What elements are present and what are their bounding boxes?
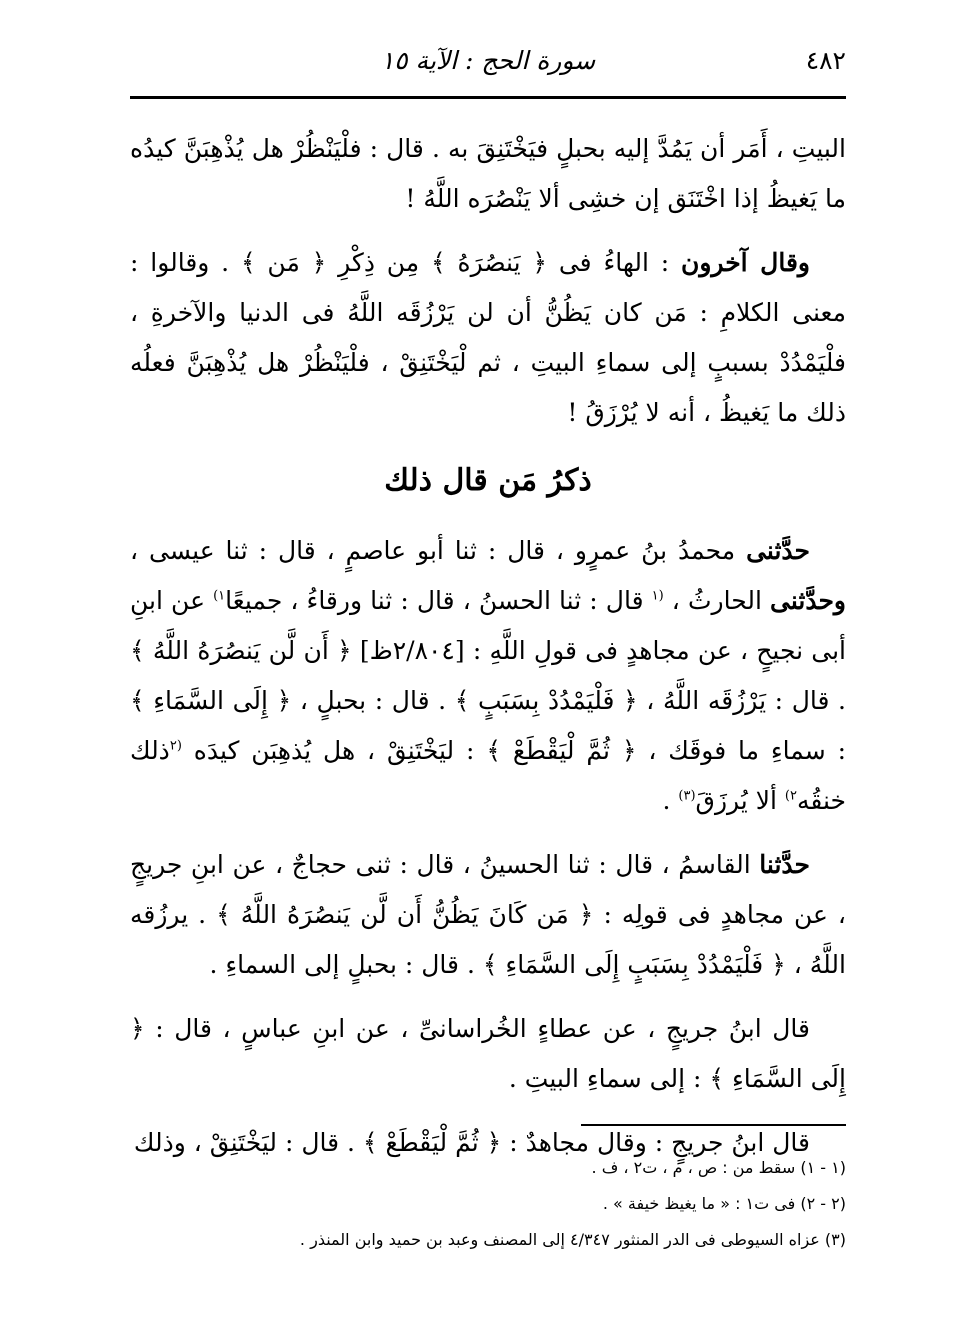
paragraph-3-lead: حدَّثنى bbox=[746, 536, 810, 565]
page-header bbox=[130, 40, 846, 90]
paragraph-5-text: قال ابنُ جريجٍ ، عن عطاءٍ الخُراسانىِّ ، عن ابنِ عباسٍ ، قال : ﴿ إِلَى السَّمَاءِ ﴾ : إلى سماءِ البيتِ . bbox=[130, 1014, 846, 1093]
paragraph-2-lead: وقال آخرون bbox=[680, 248, 810, 277]
paragraph-3-text-e: ذلك خنقُه bbox=[130, 736, 846, 815]
page-number: ٤٨٢ bbox=[805, 46, 846, 75]
paragraph-2-text: : الهاءُ فى ﴿ يَنصُرَهُ ﴾ مِن ذِكْرِ ﴿ مَن ﴾ . وقالوا : معنى الكلامِ : مَن كان يَظُنُّ أن لن يَرْزُقَه اللَّهُ فى الدنيا والآخرةِ ، فلْيَمْدُدْ بسببٍ إلى سماءِ البيتِ ، ثم لْيَخْتَنِقْ ، فلْيَنْظُرْ هل يُذْهِبَنَّ فعلُه ذلك ما يَغيظُ ، أنه لا يُرْزَقُ ! bbox=[130, 248, 846, 427]
footnote-2: (٢ - ٢) فى ت١ : « ما يغيظ خيفة » . bbox=[602, 1194, 846, 1213]
paragraph-6-text: قال ابنُ جريجٍ : وقال مجاهدٌ : ﴿ ثُمَّ لْيَقْطَعْ ﴾ . قال : ليَخْتَنِقْ ، وذلك bbox=[133, 1128, 810, 1157]
paragraph-3 bbox=[130, 526, 846, 826]
paragraph-3-text-a: محمدُ بنُ عمرٍو ، قال : ثنا أبو عاصمٍ ، قال : ثنا عيسى ، bbox=[130, 536, 747, 565]
footnote-3: (٣) عزاه السيوطى فى الدر المنثور ٤/٣٤٧ إلى المصنف وعبد بن حميد وابن المنذر . bbox=[299, 1230, 846, 1249]
paragraph-4 bbox=[130, 840, 846, 990]
paragraph-1 bbox=[130, 124, 846, 224]
running-title: سورة الحج : الآية ١٥ bbox=[380, 46, 596, 75]
paragraph-2 bbox=[130, 238, 846, 438]
footnote-ref-1-close: ١) bbox=[213, 588, 226, 604]
footnote-ref-2-close: ٢) bbox=[784, 788, 797, 804]
paragraph-3-text-c: قال : ثنا الحسنُ ، قال : ثنا ورقاءُ ، جميعًا bbox=[225, 586, 652, 615]
main-text bbox=[130, 124, 846, 1168]
paragraph-3-text-g: . bbox=[662, 786, 679, 815]
section-heading: ذكرُ مَن قال ذلك bbox=[384, 463, 592, 498]
paragraph-4-text: القاسمُ ، قال : ثنا الحسينُ ، قال : ثنى حجاجٌ ، عن ابنِ جريجٍ ، عن مجاهدٍ فى قولِه : ﴿ مَن كَانَ يَظُنُّ أَن لَّن يَنصُرَهُ اللَّهُ ﴾ . يرزُقه اللَّهُ ، ﴿ فَلْيَمْدُدْ بِسَبَبٍ إِلَى السَّمَاءِ ﴾ . قال : بحبلٍ إلى السماءِ . bbox=[130, 850, 846, 979]
paragraph-4-lead: حدَّثنا bbox=[759, 850, 810, 879]
paragraph-1-text: البيتِ ، أَمَر أن يَمُدَّ إليه بحبلٍ فيَخْتَنِقَ به . قال : فلْيَنْظُرْ هل يُذْهِبَنَّ كيدُه ما يَغيظُ إذا اخْتَنَق إن خشِى ألا يَنْصُرَه اللَّهُ ! bbox=[130, 134, 846, 213]
paragraph-3-text-d: عن ابنِ أبى نجيحٍ ، عن مجاهدٍ فى قولِ اللَّهِ : [٢/٨٠٤ظ] ﴿ أَن لَّن يَنصُرَهُ اللَّهُ ﴾ . قال : يَرْزُقَه اللَّهُ ، ﴿ فَلْيَمْدُدْ بِسَبَبٍ ﴾ . قال : بحبلٍ ، ﴿ إِلَى السَّمَاءِ ﴾ : سماءِ ما فوقَك ، ﴿ ثُمَّ لْيَقْطَعْ ﴾ : ليَخْتَنِقْ ، هل يُذهِبَن كيدَه bbox=[130, 586, 846, 765]
footnote-ref-2-open: (٢ bbox=[169, 738, 182, 754]
paragraph-3-text-f: ألا يُرزَقَ bbox=[695, 786, 785, 815]
paragraph-5 bbox=[130, 1004, 846, 1104]
footnotes bbox=[130, 1150, 846, 1258]
header-rule bbox=[130, 96, 846, 99]
footnote-1: (١ - ١) سقط من : ص ، م ، ت٢ ، ف . bbox=[591, 1158, 846, 1177]
paragraph-3-lead-b: وحدَّثنى bbox=[770, 586, 846, 615]
footnote-rule bbox=[581, 1124, 846, 1126]
footnote-ref-1-open: (١ bbox=[651, 588, 664, 604]
paragraph-3-text-b: الحارثُ ، bbox=[663, 586, 770, 615]
footnote-ref-3: (٣) bbox=[678, 788, 696, 804]
